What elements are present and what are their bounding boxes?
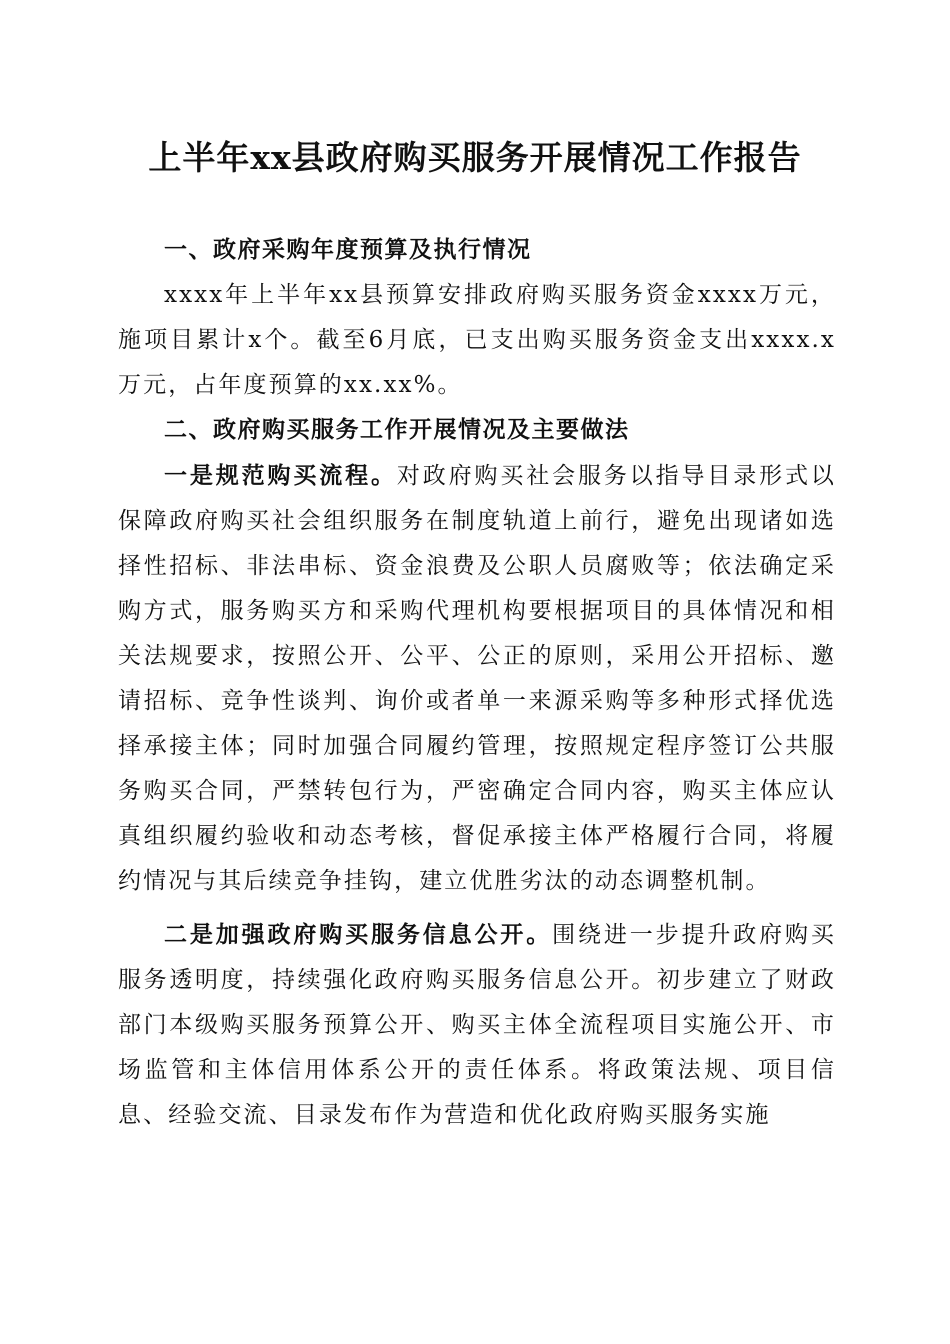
paragraph-lead: 二是加强政府购买服务信息公开。 (164, 921, 553, 948)
document-title: 上半年xx县政府购买服务开展情况工作报告 (148, 138, 802, 177)
section-heading: 一、政府采购年度预算及执行情况 (164, 237, 532, 263)
paragraph-gap (118, 904, 836, 912)
document-body (118, 228, 836, 1138)
paragraph (118, 912, 836, 1138)
paragraph-lead: 一是规范购买流程。 (164, 462, 397, 489)
paragraph-text: 对政府购买社会服务以指导目录形式以保障政府购买社会组织服务在制度轨道上前行，避免出现诸如选择性招标、非法串标、资金浪费及公职人员腐败等；依法确定采购方式，服务购买方和采购代理机构要根据项目的具体情况和相关法规要求，按照公开、公平、公正的原则，采用公开招标、邀请招标、竞争性谈判、询价或者单一来源采购等多种形式择优选择承接主体；同时加强合同履约管理，按照规定程序签订公共服务购买合同，严禁转包行为，严密确定合同内容，购买主体应认真组织履约验收和动态考核，督促承接主体严格履行合同，将履约情况与其后续竞争挂钩，建立优胜劣汰的动态调整机制。 (118, 463, 837, 894)
paragraph-text: 围绕进一步提升政府购买服务透明度，持续强化政府购买服务信息公开。初步建立了财政部门本级购买服务预算公开、购买主体全流程项目实施公开、市场监管和主体信用体系公开的责任体系。将政策法规、项目信息、经验交流、目录发布作为营造和优化政府购买服务实施 (118, 922, 836, 1128)
paragraph (118, 273, 836, 408)
paragraph (118, 453, 836, 904)
paragraph-text: xxxx年上半年xx县预算安排政府购买服务资金xxxx万元，施项目累计x个。截至6月底，已支出购买服务资金支出xxxx.x万元，占年度预算的xx.xx%。 (118, 282, 836, 398)
section-heading: 二、政府购买服务工作开展情况及主要做法 (164, 417, 630, 443)
